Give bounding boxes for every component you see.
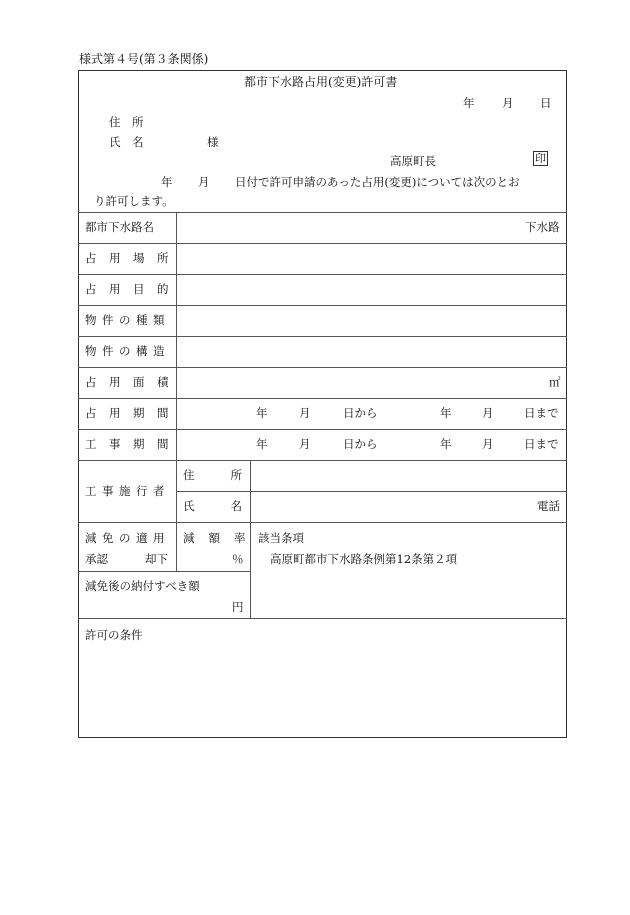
label-purpose: 占用目的 bbox=[85, 282, 181, 296]
reduction-approve: 承認 bbox=[85, 552, 108, 566]
label-conditions: 許可の条件 bbox=[85, 628, 143, 642]
reduction-reject: 却下 bbox=[145, 552, 168, 566]
form-number: 様式第４号(第３条関係) bbox=[79, 52, 209, 66]
date-month: 月 bbox=[502, 96, 514, 110]
reduction-rate-label: 減額率 bbox=[183, 531, 260, 545]
reduction-clause-label: 該当条項 bbox=[258, 531, 304, 545]
label-location: 占用場所 bbox=[85, 251, 181, 265]
construction-until: 日まで bbox=[524, 437, 559, 451]
label-property-structure: 物件の構造 bbox=[85, 344, 170, 358]
row-divider bbox=[78, 274, 567, 275]
occupancy-year2: 年 bbox=[440, 406, 452, 420]
document-title: 都市下水路占用(変更)許可書 bbox=[244, 75, 398, 89]
construction-year2: 年 bbox=[440, 437, 452, 451]
label-reduction: 減免の適用 bbox=[85, 531, 170, 545]
body-text-line2: り許可します。 bbox=[94, 194, 174, 208]
contractor-name-label: 氏名 bbox=[183, 499, 278, 513]
row-divider bbox=[78, 398, 567, 399]
row-divider bbox=[176, 491, 567, 492]
row-divider bbox=[78, 429, 567, 430]
label-contractor: 工事施行者 bbox=[85, 484, 170, 498]
row-divider bbox=[78, 336, 567, 337]
construction-month2: 月 bbox=[482, 437, 494, 451]
recipient-name-label: 氏 名 bbox=[109, 135, 144, 149]
area-unit: ㎡ bbox=[549, 375, 561, 389]
body-text-line1: 日付で許可申請のあった占用(変更)については次のとお bbox=[235, 175, 520, 189]
row-divider bbox=[78, 212, 567, 213]
row-divider bbox=[78, 305, 567, 306]
occupancy-month: 月 bbox=[299, 406, 311, 420]
recipient-honorific: 様 bbox=[207, 135, 219, 149]
sewer-suffix: 下水路 bbox=[525, 220, 560, 234]
label-construction-period: 工事期間 bbox=[85, 437, 181, 451]
row-divider bbox=[78, 571, 250, 572]
label-area: 占用面積 bbox=[85, 375, 181, 389]
body-month: 月 bbox=[198, 175, 210, 189]
permit-form bbox=[78, 70, 567, 738]
row-divider bbox=[78, 522, 567, 523]
row-divider bbox=[78, 460, 567, 461]
body-year: 年 bbox=[161, 175, 173, 189]
contractor-phone-label: 電話 bbox=[537, 499, 560, 513]
construction-month: 月 bbox=[299, 437, 311, 451]
occupancy-until: 日まで bbox=[524, 406, 559, 420]
payable-unit: 円 bbox=[232, 600, 244, 614]
reduction-rate-unit: ％ bbox=[232, 552, 244, 566]
seal-stamp: 印 bbox=[535, 152, 546, 165]
construction-from: 日から bbox=[343, 437, 378, 451]
recipient-address-label: 住 所 bbox=[109, 115, 144, 129]
row-divider bbox=[78, 367, 567, 368]
row-divider bbox=[78, 243, 567, 244]
issuer-name: 高原町長 bbox=[390, 154, 436, 168]
occupancy-year: 年 bbox=[256, 406, 268, 420]
construction-year: 年 bbox=[256, 437, 268, 451]
row-divider bbox=[78, 618, 567, 619]
contractor-address-label: 住所 bbox=[183, 468, 278, 482]
label-sewer-name: 都市下水路名 bbox=[85, 220, 154, 234]
date-day: 日 bbox=[540, 96, 552, 110]
label-property-type: 物件の種類 bbox=[85, 313, 170, 327]
occupancy-from: 日から bbox=[343, 406, 378, 420]
date-year: 年 bbox=[463, 96, 475, 110]
column-divider bbox=[176, 212, 177, 571]
label-occupancy-period: 占用期間 bbox=[85, 406, 181, 420]
occupancy-month2: 月 bbox=[482, 406, 494, 420]
label-payable: 減免後の納付すべき額 bbox=[85, 579, 200, 593]
reduction-clause-text: 高原町都市下水路条例第12条第２項 bbox=[270, 552, 458, 566]
